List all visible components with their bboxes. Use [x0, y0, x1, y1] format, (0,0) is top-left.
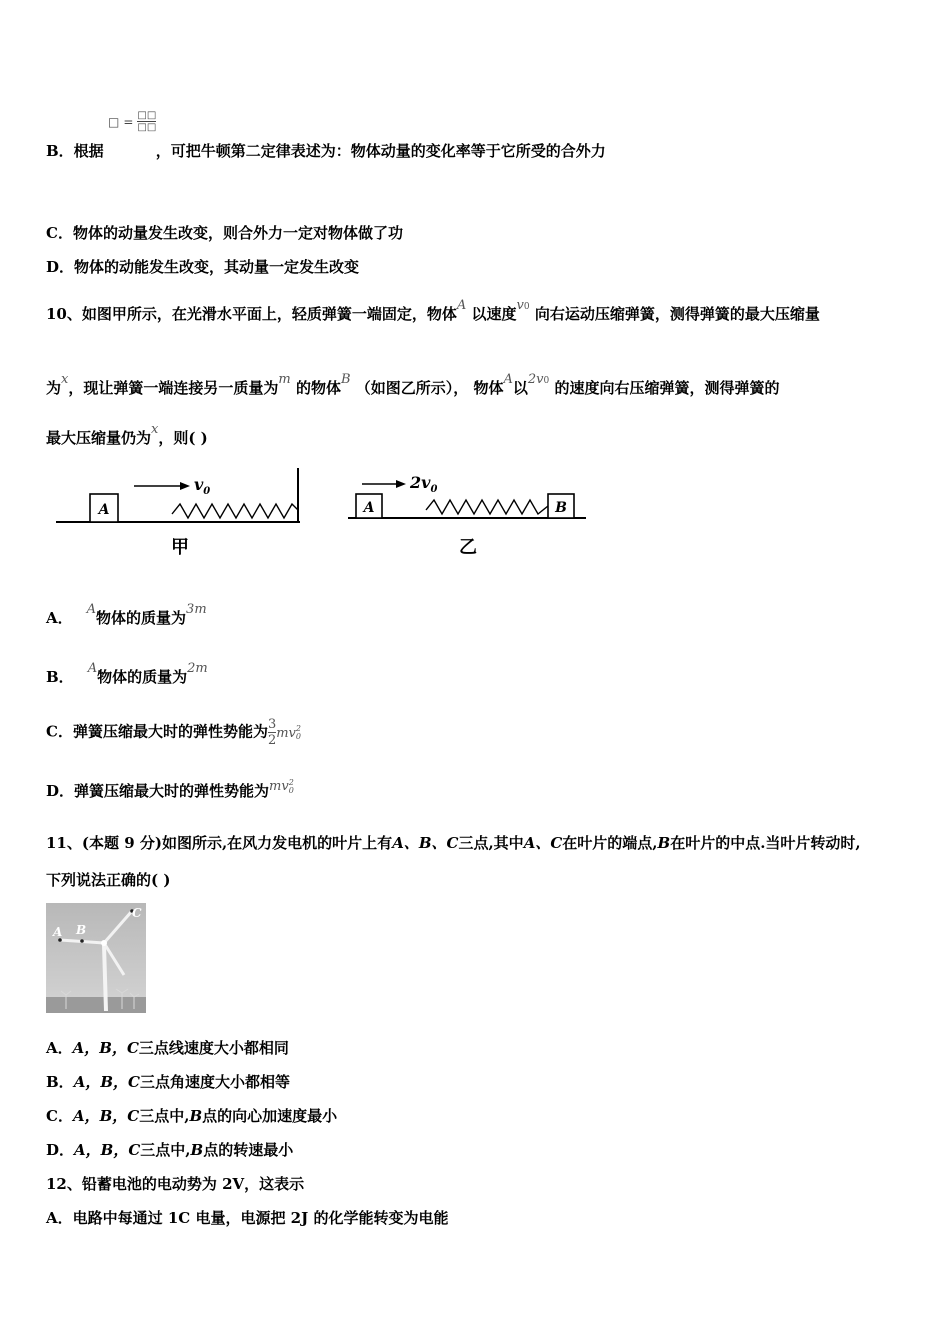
symbol-2v: 2v: [527, 372, 544, 387]
caption-jia: 甲: [171, 537, 189, 558]
subscript: 0: [288, 785, 294, 795]
option-label: A．: [46, 1039, 73, 1057]
velocity-label: [194, 475, 210, 497]
option-text: C．弹簧压缩最大时的弹性势能为: [46, 722, 268, 741]
q9-option-b-prefix: B．根据: [46, 142, 104, 160]
q11-option-d: [46, 1139, 293, 1160]
q10-text: 10、如图甲所示，在光滑水平面上，轻质弹簧一端固定，物体: [46, 305, 457, 323]
label-a: A: [53, 925, 63, 939]
mv-symbol: mv: [269, 779, 289, 794]
q10-stem-line2: [46, 372, 780, 398]
option-text: D．弹簧压缩最大时的弹性势能为: [46, 782, 270, 800]
velocity-symbol: 2v: [410, 473, 431, 492]
symbol-v: v: [516, 298, 524, 313]
turbine-tower: [104, 945, 106, 1011]
subscript: 0: [295, 732, 301, 741]
option-text: 物体的质量为: [97, 668, 188, 686]
symbol-sub: 0: [523, 302, 530, 312]
block-b-label: B: [555, 500, 567, 516]
value-3m: 3m: [186, 602, 207, 617]
option-label: B．: [46, 668, 74, 686]
q11-text: 在叶片的中点.当叶片转动时,: [670, 834, 861, 852]
exponent: 2: [295, 724, 301, 733]
q11-text: 11、(本题 9 分)如图所示,在风力发电机的叶片上有: [46, 834, 393, 852]
q10-text: 为: [46, 379, 62, 397]
fraction-num: 3: [267, 717, 277, 732]
q11-option-b: [46, 1071, 290, 1092]
q11-points: A，B，C: [73, 1073, 140, 1091]
velocity-sub: 0: [203, 486, 211, 497]
q11-points: B: [657, 834, 671, 852]
block-a-label: A: [98, 502, 110, 518]
q12-option-a: A．电路中每通过 1C 电量，电源把 2J 的化学能转变为电能: [46, 1209, 449, 1227]
q10-text: 以速度: [471, 305, 517, 323]
option-text: 物体的质量为: [96, 609, 187, 627]
option-text: 点的向心加速度最小: [202, 1107, 338, 1125]
wind-turbine-image: [46, 903, 146, 1013]
figure-yi: [348, 473, 586, 558]
q10-text: ，现让弹簧一端连接另一质量为: [68, 379, 279, 397]
q11-stem-line2: 下列说法正确的( ): [46, 871, 171, 889]
mv-symbol: mv: [276, 725, 296, 741]
q9-option-b: [46, 140, 606, 161]
q11-points: A、B、C: [392, 834, 459, 852]
q10-text: ，则( ): [158, 429, 208, 447]
symbol-x: x: [61, 372, 69, 387]
q10-text: 最大压缩量仍为: [46, 429, 152, 447]
q11-points: A、C: [523, 834, 563, 852]
fraction-3-2: [268, 717, 276, 748]
symbol-x: x: [151, 422, 159, 437]
symbol-m: m: [278, 372, 291, 387]
label-c: C: [132, 906, 142, 920]
q11-points: B: [189, 1107, 203, 1125]
option-text: 三点角速度大小都相等: [139, 1073, 290, 1091]
q11-points: A，B，C: [72, 1107, 140, 1125]
figure-jia: [56, 468, 300, 558]
symbol-v0: [517, 298, 530, 313]
mv0-squared: [276, 726, 301, 741]
turbine-hub: [101, 940, 107, 946]
q11-option-a: [46, 1037, 289, 1058]
spring-icon: [172, 504, 298, 518]
q10-option-d: [46, 777, 294, 801]
velocity-label: [409, 473, 437, 495]
option-text: 三点中,: [139, 1107, 190, 1125]
momentum-formula: [108, 110, 156, 133]
q10-text: 以: [512, 379, 528, 397]
q10-stem-line1: [46, 298, 820, 324]
formula-fraction: [137, 110, 156, 133]
symbol-A: A: [456, 298, 467, 313]
mv0-squared: [269, 779, 294, 794]
q10-text: （如图乙所示）， 物体: [355, 379, 504, 397]
formula-num: □□: [137, 110, 157, 121]
q10-stem-line3: [46, 422, 208, 448]
q10-text: 的物体: [295, 379, 341, 397]
block-a-label: A: [363, 500, 375, 516]
q10-option-a: [46, 602, 207, 628]
formula-eq: =: [123, 114, 134, 129]
q11-text: 三点,其中: [458, 834, 524, 852]
formula-den: □□: [137, 122, 157, 133]
velocity-symbol: v: [194, 475, 204, 494]
velocity-sub: 0: [430, 484, 438, 495]
option-label: C．: [46, 1107, 73, 1125]
q9-option-d: D．物体的动能发生改变，其动量一定发生改变: [46, 258, 360, 276]
value-2m: 2m: [187, 661, 208, 676]
label-b: B: [76, 923, 87, 937]
symbol-A: A: [87, 661, 98, 676]
q10-text: 向右运动压缩弹簧，测得弹簧的最大压缩量: [534, 305, 820, 323]
symbol-A: A: [86, 602, 97, 617]
q10-text: 的速度向右压缩弹簧，测得弹簧的: [554, 379, 780, 397]
q9-option-c: C．物体的动量发生改变，则合外力一定对物体做了功: [46, 224, 403, 242]
q12-stem: 12、铅蓄电池的电动势为 2V，这表示: [46, 1175, 305, 1193]
option-text: 三点线速度大小都相同: [138, 1039, 289, 1057]
caption-yi: 乙: [459, 537, 477, 558]
q11-stem-line1: [46, 832, 861, 853]
q9-option-b-suffix: ，可把牛顿第二定律表述为：物体动量的变化率等于它所受的合外力: [155, 142, 606, 160]
q10-option-b: [46, 661, 208, 687]
fraction-den: 2: [267, 733, 277, 748]
symbol-sub: 0: [543, 376, 550, 386]
exponent: 2: [288, 777, 294, 787]
symbol-2v0: [528, 372, 549, 387]
formula-lhs: □: [108, 114, 120, 129]
option-text: 三点中,: [140, 1141, 191, 1159]
arrow-icon: [180, 482, 190, 490]
option-label: D．: [46, 1141, 75, 1159]
symbol-A: A: [503, 372, 513, 387]
arrow-icon: [396, 480, 406, 488]
option-label: A．: [46, 609, 73, 627]
point-b: [80, 939, 84, 943]
q10-option-c: [46, 717, 301, 748]
q11-text: 在叶片的端点,: [562, 834, 658, 852]
q11-option-c: [46, 1105, 337, 1126]
symbol-B: B: [340, 372, 351, 387]
q11-points: B: [190, 1141, 204, 1159]
q11-points: A，B，C: [74, 1141, 141, 1159]
option-text: 点的转速最小: [203, 1141, 294, 1159]
spring-icon: [426, 500, 548, 514]
q11-points: A，B，C: [72, 1039, 139, 1057]
option-label: B．: [46, 1073, 74, 1091]
spring-figure: [50, 462, 600, 562]
